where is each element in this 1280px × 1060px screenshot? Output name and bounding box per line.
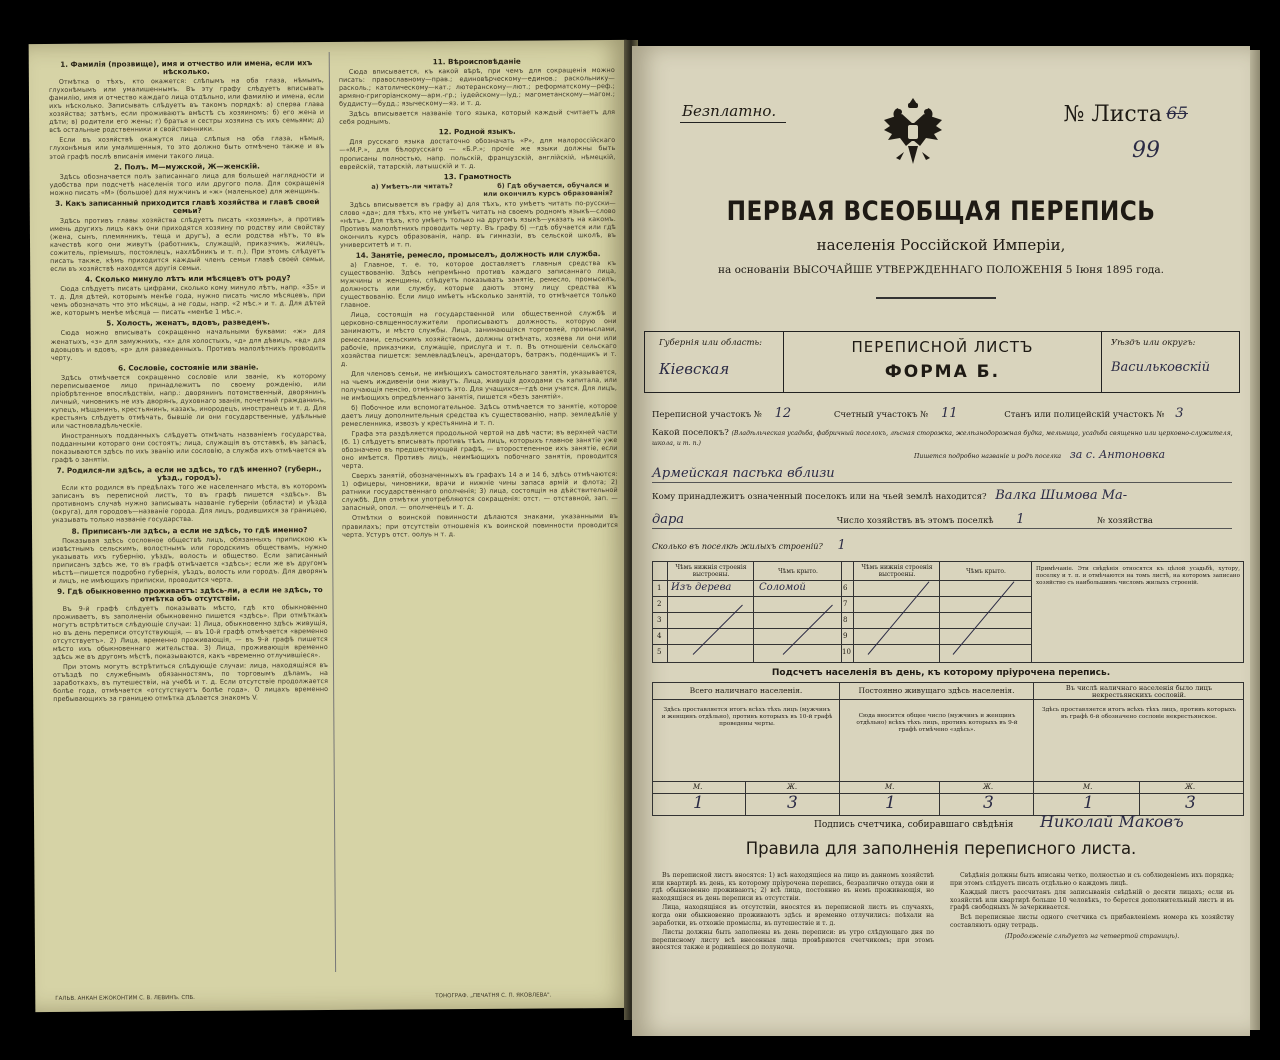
section-heading: 2. Полъ. М—мужской, Ж—женскій. [114, 161, 260, 172]
roof-header-2: Чѣмъ крыто. [966, 568, 1006, 575]
section-heading: 5. Холость, женатъ, вдовъ, разведенъ. [106, 317, 270, 328]
printer-credit-right: ТОНОГРАФ. „ПЕЧАТНЯ С. П. ЯКОВЛЕВА". [435, 992, 552, 1000]
total-population-note: Здѣсь проставляется итогъ всѣхъ тѣхъ лицъ (мужчинъ и женщинъ отдѣльно), противъ которыхъ въ 10-й графѣ проведены черты. [661, 707, 833, 728]
instructions-column-1: 1. Фамилія (прозвище), имя и отчество или имена, если ихъ нѣсколько. Отмѣтка о тѣхъ, кто окажется: слѣпымъ на оба глаза, нѣмымъ, глухонѣмымъ или умалишеннымъ. Въ эту графу слѣдуетъ вписывать фамилію, имя и отчество каждаго лица отдѣльно, или фамилію и имена, если ихъ нѣсколько. Записывать слѣдуетъ въ такомъ порядкѣ: а) сперва глава хозяйства; затѣмъ, если проживаютъ вмѣстѣ съ хозяиномъ: б) его жена и дѣти; в) родители его жены; г) братья и сестры хозяина съ ихъ семьями; д) всѣ остальные родственники и свойственники. Если въ хозяйствѣ окажутся лица слѣпыя на оба глаза, нѣмыя, глухонѣмыя или умалишенныя, то это должно быть отмѣчено также и въ этой графѣ послѣ вписанія имени такого лица. 2. Полъ. М—мужской, Ж—женскій. Здѣсь обозначается полъ записаннаго лица для большей наглядности и удобства при подсчетѣ населенія того или другого пола. Для сокращенія можно писать «М» (большое) для мужчинъ и «ж» (маленькое) для женщинъ. 3. Какъ записанный приходится главѣ хозяйства и главѣ своей семьи? Здѣсь противъ главы хозяйства слѣдуетъ писать «хозяинъ», а противъ имень другихъ лицъ какъ они приходятся хозяину по родству или свойству (жена, сынъ, племянникъ, теща и другъ), а если родства нѣтъ, то въ качествѣ кого они живутъ (работникъ, служащій, приказчикъ, жилецъ, сожитель, пріемышъ, постоялецъ, нахлѣбникъ и т. п.). При этомъ слѣдуетъ писать также, кѣмъ приходится каждый членъ семьи главѣ своей семьи, если въ хозяйствѣ находятся другія семьи. 4. Сколько минуло лѣтъ или мѣсяцевъ отъ роду? Сюда слѣдуетъ писать цифрами, сколько кому минуло лѣтъ, напр. «35» и т. д. Для дѣтей, которымъ менѣе года, нужно писать число мѣсяцевъ, при чемъ обозначать что это мѣсяцы, а не годы, напр. «2 мѣс.» и т. д. Для дѣтей же, которымъ менѣе мѣсяца — писать «менѣе 1 мѣс.». 5. Холость, женатъ, вдовъ, разведенъ. Сюда можно вписывать сокращенно начальными буквами: «ж» для женатыхъ, «з» для замужнихъ, «х» для холостыхъ, «д» для дѣвицъ, «вд» для вдовцовъ и вдовъ, «р» для разведенныхъ. Противъ малолѣтнихъ проводить черту. 6. Сословіе, состояніе или званіе. Здѣсь отмѣчается сокращенно сословіе или званіе, къ которому переписываемое лицо принадлежитъ по своему рожденію, или пріобрѣтенное впослѣдствіи, напр.: дворянинъ потомственный, дворянинъ личный, чиновникъ не изъ дворянъ, духовнаго званія, почетный гражданинъ, купецъ, мѣщанинъ, крестьянинъ, казакъ, инородецъ, иностранецъ и т. д. Для крестьянъ слѣдуетъ отмѣчать, бывшіе ли они государственные, удѣльные или частновладѣльческіе. Иностранныхъ подданныхъ слѣдуетъ отмѣчать названіемъ государства, подданными котораго они состоятъ; лица, служащія въ отставкѣ, въ запасѣ, показываются здѣсь по ихъ званію или сословію, а служба ихъ отмѣчается въ графѣ о занятіи. 7. Родился-ли здѣсь, а если не здѣсь, то гдѣ именно? (губерн., уѣзд., городъ). Если кто родился въ предѣлахъ того же населеннаго мѣста, въ которомъ записанъ въ переписной листъ, то въ графѣ пишется «здѣсь». Въ противномъ случаѣ нужно записывать названіе губерніи (области) и уѣзда (округа), для городовъ—названіе города. Для лицъ, родившихся за границею, указывать только названіе государства. 8. Приписанъ-ли здѣсь, а если не здѣсь, то гдѣ именно? Показывая здѣсь сословное обществѣ лицъ, обязанныхъ припискою къ извѣстнымъ сельскимъ, волостнымъ или городскимъ обществамъ, нужно указывать ихъ губернію, уѣздъ, волость и общество. Если записанный приписанъ здѣсь же, то въ графѣ отмѣчается «здѣсь»; если же въ другомъ мѣстѣ—пишется подробно губернія, уѣздъ, волость или городъ. Для дворянъ и лицъ, не имѣющихъ приписки, проводится черта. 9. Гдѣ обыкновенно проживаетъ: здѣсь-ли, а если не здѣсь, то отмѣтка объ отсутствіи. Въ 9-й графѣ слѣдуетъ показывать мѣсто, гдѣ кто обыкновенно проживаетъ, въ заполненіи обыкновенно пишется «здѣсь». При отмѣткахъ могутъ встрѣтиться слѣдующіе случаи: 1) Лица, обыкновенно здѣсь живущія, но въ день переписи отсутствующія, — въ 10-й графѣ отмѣчается «временно отсутствуетъ». 2) Лица, временно проживающія, — въ 9-й графѣ пишется мѣсто ихъ обыкновеннаго жительства. 3) Лица, проживающія временно здѣсь же въ другомъ мѣстѣ, показываются, какъ «временно отлучившіеся». При этомъ могутъ встрѣтиться слѣдующіе случаи: лица, находящіяся въ отъѣздѣ по служебнымъ обязанностямъ, по торговымъ дѣламъ, на заработкахъ, въ путешествіи, на учебѣ и т. д. Если отсутствіе продолжается болѣе года, отмѣчается «отсутствуетъ болѣе года». О лицахъ временно пребывающихъ за границею отмѣтка дѣлается знакомъ V. [48, 58, 329, 704]
settlement-hint: (Владѣльческая усадьба, фабричный поселокъ, лѣсная сторожка, желѣзнодорожная будка, мельница, усадьба священно или церковно-служителя, школа, и т. п.) [652, 430, 1233, 447]
district-value: Васильковскій [1111, 360, 1211, 375]
page-edges [1250, 50, 1260, 1030]
row-number: 8 [843, 616, 848, 624]
decorative-rule [876, 297, 996, 299]
section-heading: 14. Занятіе, ремесло, промыселъ, должность или служба. [355, 249, 601, 260]
rules-paragraph: Свѣдѣнія должны быть вписаны четко, полностью и съ соблюденіемъ ихъ порядка; при этомъ слѣдуетъ писать отдѣльно о каждомъ лицѣ. [950, 872, 1234, 887]
settlement-value: Армейская пасѣка вблизи [652, 466, 835, 481]
population-count-title: Подсчетъ населенія въ день, къ которому пріурочена перепись. [771, 668, 1111, 678]
non-peasant-header: Въ числѣ наличнаго населенія было лицъ некрестьянскихъ сословій. [1065, 684, 1213, 700]
settlement-hint-2-line: Пишется подробно названіе и родъ поселка за с. Антоновка [914, 448, 1166, 461]
non-peasant-female-count: 3 [1185, 793, 1196, 813]
section-heading: 4. Сколько минуло лѣтъ или мѣсяцевъ отъ роду? [84, 273, 291, 284]
owner-value: Валка Шимова Ма- [995, 488, 1128, 503]
section-heading: 8. Приписанъ-ли здѣсь, а если не здѣсь, то гдѣ именно? [71, 524, 308, 536]
households-count: 1 [1016, 512, 1025, 527]
double-headed-eagle-icon [880, 94, 946, 170]
owner-line: Кому принадлежитъ означенный поселокъ или на чьей землѣ находится? Валка Шимова Ма- [652, 488, 1128, 503]
stan-number: 3 [1175, 406, 1184, 421]
rules-column-2 [950, 872, 1234, 941]
row-number: 4 [657, 632, 662, 640]
literacy-sub-a: а) Умѣетъ-ли читать? [371, 181, 453, 191]
instructions-column-2: 11. Вѣроисповѣданіе Сюда вписывается, къ какой вѣрѣ, при чемъ для сокращенія можно писать: православному—прав.; единовѣрческому—единов.; раскольнику—расколь.; католическому—кат.; лютеранскому—лют.; реформатскому—реф.; армяно-григоріанскому—арм.-гр.; іудейскому—іуд.; магометанскому—магом.; буддисту—будд.; языческому—яз. и т. д. Здѣсь вписывается названіе того языка, который каждый считаетъ для себя роднымъ. 12. Родной языкъ. Для русскаго языка достаточно обозначать «Р», для малороссійскаго—«М.Р.», для бѣлорусскаго — «Б.Р.»; прочіе же языки должны быть прописаны полностью, напр. польскій, французскій, англійскій, нѣмецкій, еврейскій, татарскій, латышскій и т. д. 13. Грамотность а) Умѣетъ-ли читать? б) Гдѣ обучается, обучался и или окончилъ курсъ образованія? Здѣсь вписывается въ графу а) для тѣхъ, кто умѣетъ читать по-русски—слово «да»; для тѣхъ, кто не умѣетъ читать на своемъ родномъ языкѣ—слово «нѣтъ». Для тѣхъ, кто умѣетъ только на другомъ языкѣ—указать на какомъ. Противъ малолѣтнихъ проводить черту. Въ графу б) —гдѣ обучается или гдѣ окончилъ курсъ образованія, напр. въ гимназіи, въ сельской школѣ, въ университетѣ и т. п. 14. Занятіе, ремесло, промыселъ, должность или служба. а) Главное, т. е. то, которое доставляетъ главныя средства къ существованію. Здѣсь непремѣнно противъ каждаго записаннаго лица, мужчины и женщины, слѣдуетъ показывать занятіе, ремесло, промыселъ, должность или службу, которые даютъ этому лицу средства къ существованію. Если лицо имѣетъ нѣсколько занятій, то отмѣчается только главное. Лица, состоящія на государственной или общественной службѣ и церковно-священнослужители прописываютъ должность, которую они занимаютъ, и мѣсто службы. Лица, занимающіяся торговлей, промыслами, ремеслами, сельскимъ хозяйствомъ, должны отмѣчать, хозяева ли они или рабочіе, приказчики, служащіе, прислуга и т. п. Въ отношеніи сельскаго хозяйства пишется: землевладѣлецъ, арендаторъ, батракъ, поденщикъ и т. д. Для членовъ семьи, не имѣющихъ самостоятельнаго занятія, указывается, на чьемъ иждивеніи они живутъ. Лица, живущія доходами съ капитала, или получающія пенсію, отмѣчаютъ это. Для учащихся—гдѣ они учатся. Для лицъ, не имѣющихъ опредѣленнаго занятія, пишется «безъ занятій». б) Побочное или вспомогательное. Здѣсь отмѣчается то занятіе, которое даетъ лицу дополнительныя средства къ существованію, напр. земледѣліе у ремесленника, извозъ у крестьянина и т. п. Графа эта раздѣляется продольной чертой на двѣ части; въ верхней части (б. 1) слѣдуетъ вписывать противъ тѣхъ лицъ, которыхъ главное занятіе уже обозначено въ предшествующей графѣ, — второстепенное ихъ занятіе, если оно имѣется. Противъ лицъ, неимѣющихъ побочнаго занятія, проводится черта. Сверхъ занятій, обозначенныхъ въ графахъ 14 а и 14 б, здѣсь отмѣчаются: 1) офицеры, чиновники, врачи и нижніе чины запаса армій и флота; 2) ратники государственнаго ополченія; 3) лица, состоящія на дѣйствительной службѣ. Для отмѣтки употребляются сокращенія: отст. — отставной, зап. — запасный, опол. — ополченецъ и т. д. Отмѣтки о воинской повинности дѣлаются знаками, указанными въ правилахъ; при отсутствіи отношенія къ воинской повинности проводится черта. Устуръ отст. оолуь н т. д. [338, 56, 619, 539]
sheet-number-handwritten: 99 [1132, 138, 1160, 163]
settlement-value-line [652, 466, 835, 481]
left-page-instructions [29, 40, 634, 1012]
settlement-line: Какой поселокъ? (Владѣльческая усадьба, фабричный поселокъ, лѣсная сторожка, желѣзнодорожная будка, мельница, усадьба священно или церковно-служителя, школа, и т. п.) [652, 428, 1233, 447]
section-heading: 1. Фамилія (прозвище), имя и отчество или имена, если ихъ нѣсколько. [60, 58, 313, 77]
rules-title: Правила для заполненія переписного листа. [745, 839, 1137, 858]
total-population-header: Всего наличнаго населенія. [689, 686, 803, 695]
rules-paragraph: Въ переписной листъ вносятся: 1) всѣ находящіеся на лицо въ данномъ хозяйствѣ или квартирѣ въ день, къ которому пріурочена перепись, безразлично откуда они и гдѣ обыкновенно проживаютъ; 2) всѣ лица, постоянно въ немъ проживающія, но находящіяся въ день переписи въ отсутствіи. [652, 872, 934, 902]
section-heading: 7. Родился-ли здѣсь, а если не здѣсь, то гдѣ именно? (губерн., уѣзд., городъ). [56, 464, 322, 483]
column-divider [329, 52, 336, 972]
province-label: Губернія или область: [659, 338, 763, 348]
rules-paragraph: Всѣ переписные листы одного счетчика съ прибавленіемъ номера къ хозяйству составляютъ одну тетрадь. [950, 913, 1234, 929]
population-count-table [652, 682, 1244, 816]
rules-paragraph: Лица, находящіяся въ отсутствіи, вносятся въ переписной листъ въ случаяхъ, когда они обыкновенно проживаютъ здѣсь и временно отлучились: поѣхали на заработки, въ отхожіе промыслы, въ путешествіе и т. д. [652, 904, 934, 927]
rules-column-1 [652, 872, 934, 954]
material-header-1: Чѣмъ нижнія строенія выстроены. [675, 564, 747, 578]
row-number: 2 [657, 600, 662, 608]
census-sheet-title: ПЕРЕПИСНОЙ ЛИСТЪ [851, 338, 1034, 356]
rules-paragraph: Каждый листъ рассчитанъ для записыванія свѣдѣній о десяти лицахъ; если въ хозяйствѣ или квартирѣ больше 10 человѣкъ, то берется дополнительный листъ и въ графѣ свободныхъ № зачеркивается. [950, 889, 1234, 912]
sheet-number-label: № Листа [1063, 102, 1162, 127]
row-number: 6 [843, 584, 848, 592]
non-peasant-male-count: 1 [1083, 793, 1094, 813]
district-numbers-line: Переписной участокъ № 12 Счетный участокъ № 11 Станъ или полицейскій участокъ № 3 [652, 406, 1184, 421]
census-district-number: 12 [774, 406, 792, 421]
settlement-value-2: за с. Антоновка [1069, 448, 1166, 461]
roof-header-1: Чѣмъ крыто. [778, 568, 818, 575]
row-number: 5 [657, 648, 662, 656]
sex-female: Ж. [1185, 783, 1196, 791]
row-number: 1 [657, 584, 662, 592]
legal-basis-line: на основаніи ВЫСОЧАЙШЕ УТВЕРЖДЕННАГО ПОЛОЖЕНІЯ 5 Іюня 1895 года. [717, 264, 1164, 276]
enumerator-signature-label: Подпись счетчика, собиравшаго свѣдѣнія [814, 820, 1014, 830]
total-female-count: 3 [787, 793, 798, 813]
free-label-rule [680, 122, 786, 123]
owner-households-line: дара Число хозяйствъ въ этомъ поселкѣ 1 № хозяйства [652, 512, 1153, 527]
page-title: ПЕРВАЯ ВСЕОБЩАЯ ПЕРЕПИСЬ [726, 196, 1156, 227]
row-number: 10 [842, 648, 851, 656]
sex-female: Ж. [787, 783, 798, 791]
buildings-note: Примѣчаніе. Эти свѣдѣнія относятся къ цѣлой усадьбѣ, хутору, поселку и т. п. и отмѣчаются на томъ листѣ, на которомъ записано хозяйство съ наибольшимъ числомъ жилыхъ строеній. [1036, 566, 1240, 586]
row-number: 3 [657, 616, 662, 624]
permanent-female-count: 3 [983, 793, 994, 813]
sex-male: М. [1083, 783, 1093, 791]
row-number: 7 [843, 600, 848, 608]
row-number: 9 [843, 632, 848, 640]
sex-female: Ж. [983, 783, 994, 791]
owner-value-2: дара [652, 512, 685, 527]
printer-credit-left: ГАЛЬВ. АНКАН ЕЖОКОНТИМ С. В. ЛЕВИНЪ. СПБ. [55, 994, 195, 1002]
buildings-count: 1 [837, 538, 846, 553]
sex-male: М. [693, 783, 703, 791]
section-heading: 13. Грамотность [443, 171, 512, 181]
permanent-population-header: Постоянно живущаго здѣсь населенія. [858, 686, 1015, 695]
non-peasant-note: Здѣсь проставляется итогъ всѣхъ тѣхъ лицъ, противъ которыхъ въ графѣ 6-й обозначено сословіе некрестьянское. [1042, 707, 1236, 721]
rules-paragraph: Листы должны быть заполнены въ день переписи: въ утро слѣдующаго дня по переписному листу всѣ внесенныя лица провѣряются счетчикомъ; при этомъ вносятся также и родившіеся до полуночи. [652, 929, 934, 952]
building-material-value: Изъ дерева [671, 582, 732, 593]
section-heading: 9. Гдѣ обыкновенно проживаетъ: здѣсь-ли, а если не здѣсь, то отмѣтка объ отсутствіи. [57, 584, 323, 604]
permanent-population-note: Сюда вносится общее число (мужчинъ и женщинъ отдѣльно) всѣхъ тѣхъ лицъ, противъ которыхъ въ 9-й графѣ отмѣчено «здѣсь». [856, 713, 1018, 734]
sheet-number-crossed: 65 [1166, 104, 1188, 124]
page-subtitle: населенія Россійской Имперіи, [816, 236, 1066, 254]
province-value: Кіевская [659, 360, 730, 378]
sex-male: М. [885, 783, 895, 791]
section-heading: 12. Родной языкъ. [438, 127, 516, 137]
material-header-2: Чѣмъ нижнія строенія выстроены. [861, 564, 933, 578]
count-district-number: 11 [940, 406, 958, 421]
building-roof-value: Соломой [759, 582, 806, 593]
continuation-note: (Продолженіе слѣдуетъ на четвертой страницѣ). [1004, 933, 1180, 941]
section-heading: 6. Сословіе, состояніе или званіе. [118, 362, 259, 373]
right-page-census-form [632, 46, 1250, 1036]
free-label: Безплатно. [682, 102, 777, 120]
enumerator-signature: Николай Маковъ [1040, 812, 1184, 831]
section-heading: 11. Вѣроисповѣданіе [432, 56, 521, 67]
buildings-line: Сколько въ поселкѣ жилыхъ строеній? 1 [652, 538, 846, 553]
district-label: Уѣздъ или округъ: [1111, 338, 1196, 348]
literacy-sub-b: б) Гдѣ обучается, обучался и или окончилъ курсъ образованія? [483, 180, 613, 198]
form-header-box [644, 331, 1240, 393]
buildings-table [652, 561, 1244, 663]
permanent-male-count: 1 [885, 793, 896, 813]
total-male-count: 1 [693, 793, 704, 813]
section-heading: 3. Какъ записанный приходится главѣ хозяйства и главѣ своей семьи? [55, 196, 320, 215]
form-label: ФОРМА Б. [884, 362, 1001, 382]
